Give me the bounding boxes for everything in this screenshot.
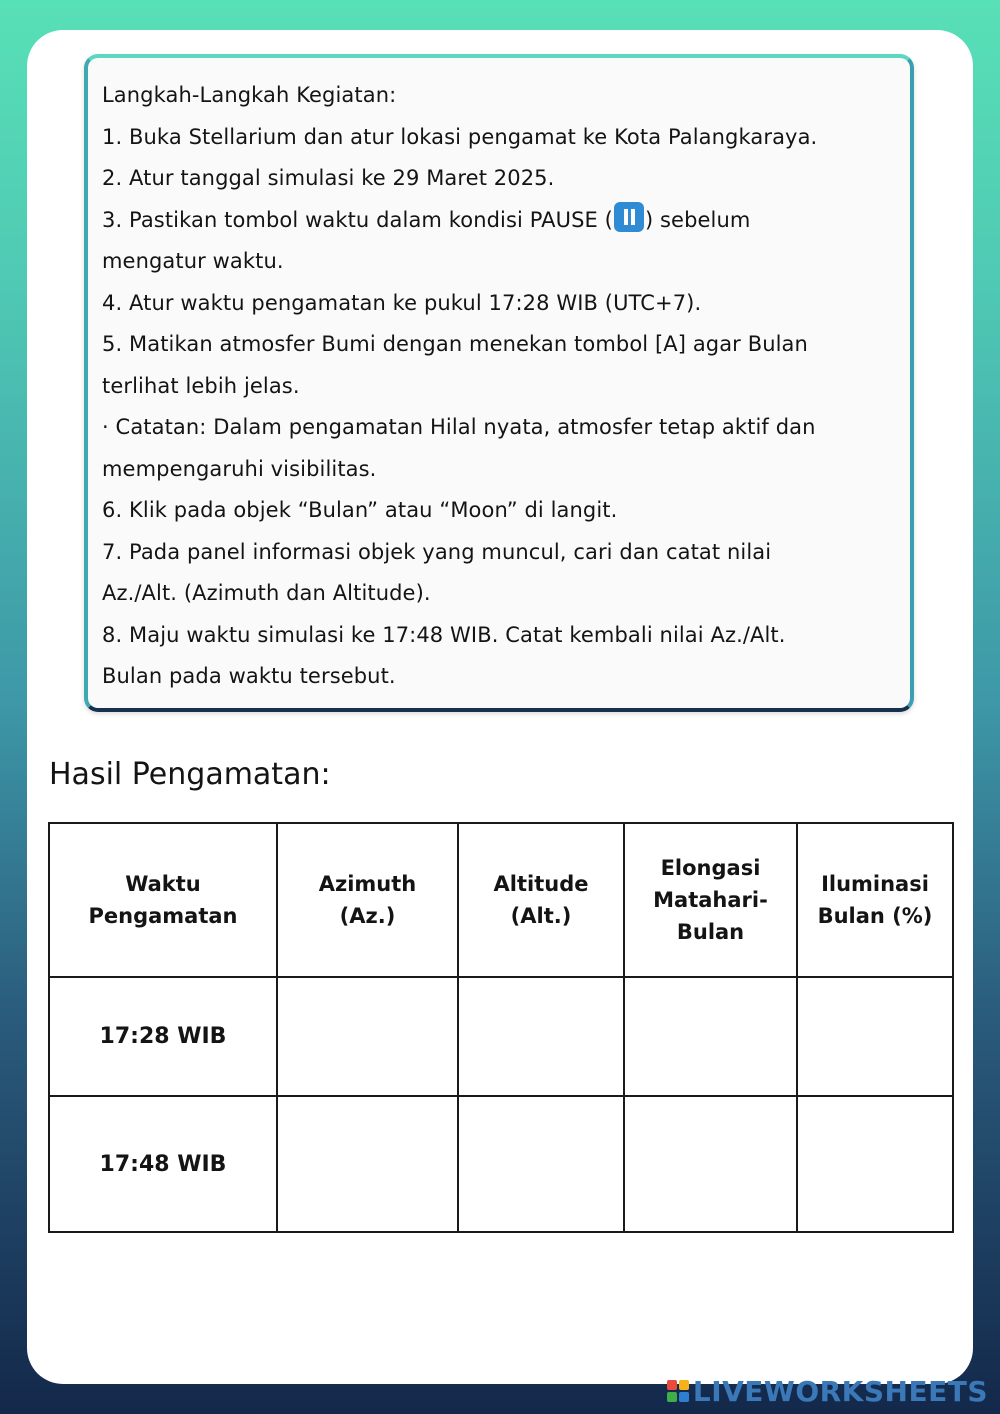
results-title: Hasil Pengamatan:	[49, 757, 331, 792]
table-row	[49, 1096, 953, 1232]
pause-icon	[614, 202, 644, 232]
step-7-continued: Az./Alt. (Azimuth dan Altitude).	[102, 581, 431, 605]
header-time-line2: Pengamatan	[88, 904, 238, 928]
worksheet-page	[27, 30, 973, 1384]
header-time-line1: Waktu	[125, 872, 201, 896]
liveworksheets-logo-icon	[667, 1380, 689, 1402]
step-3	[102, 200, 902, 242]
liveworksheets-watermark	[667, 1374, 988, 1408]
step-4: 4. Atur waktu pengamatan ke pukul 17:28 WIB (UTC+7).	[102, 290, 702, 315]
note: · Catatan: Dalam pengamatan Hilal nyata, atmosfer tetap aktif dan	[102, 415, 816, 439]
azimuth-cell[interactable]	[277, 977, 458, 1096]
row-time: 17:48 WIB	[49, 1096, 277, 1232]
header-altitude	[458, 823, 624, 977]
activity-steps-box	[84, 54, 914, 712]
header-azimuth-line2: (Az.)	[339, 904, 396, 928]
header-altitude-line2: (Alt.)	[510, 904, 572, 928]
header-illumination	[797, 823, 953, 977]
header-illumination-line1: Iluminasi	[821, 872, 929, 896]
altitude-cell[interactable]	[458, 1096, 624, 1232]
header-time	[49, 823, 277, 977]
altitude-cell[interactable]	[458, 977, 624, 1096]
elongation-cell[interactable]	[624, 1096, 797, 1232]
header-elongation-line2: Matahari-	[653, 888, 768, 912]
illumination-cell[interactable]	[797, 1096, 953, 1232]
watermark-text: LIVEWORKSHEETS	[692, 1374, 988, 1408]
note-continued: mempengaruhi visibilitas.	[102, 456, 377, 481]
step-3-text-a: 3. Pastikan tombol waktu dalam kondisi PAUSE (	[102, 207, 613, 232]
step-2: 2. Atur tanggal simulasi ke 29 Maret 2025.	[102, 166, 555, 190]
step-3-continued: mengatur waktu.	[102, 249, 284, 273]
azimuth-cell[interactable]	[277, 1096, 458, 1232]
elongation-cell[interactable]	[624, 977, 797, 1096]
step-5: 5. Matikan atmosfer Bumi dengan menekan tombol [A] agar Bulan	[102, 332, 808, 356]
row-time: 17:28 WIB	[49, 977, 277, 1096]
step-8: 8. Maju waktu simulasi ke 17:48 WIB. Catat kembali nilai Az./Alt.	[102, 622, 786, 647]
header-azimuth-line1: Azimuth	[318, 872, 417, 896]
step-6: 6. Klik pada objek “Bulan” atau “Moon” di langit.	[102, 498, 618, 522]
step-8-continued: Bulan pada waktu tersebut.	[102, 664, 396, 688]
results-table	[48, 822, 954, 1233]
illumination-cell[interactable]	[797, 977, 953, 1096]
header-elongation-line3: Bulan	[676, 920, 745, 944]
header-altitude-line1: Altitude	[493, 872, 589, 896]
header-illumination-line2: Bulan (%)	[817, 904, 933, 928]
step-1: 1. Buka Stellarium dan atur lokasi pengamat ke Kota Palangkaraya.	[102, 124, 818, 149]
step-3-text-b: ) sebelum	[644, 207, 751, 232]
header-elongation-line1: Elongasi	[660, 856, 761, 880]
table-row	[49, 977, 953, 1096]
step-7: 7. Pada panel informasi objek yang muncul, cari dan catat nilai	[102, 539, 772, 564]
steps-heading: Langkah-Langkah Kegiatan:	[102, 83, 397, 107]
header-elongation	[624, 823, 797, 977]
table-header-row	[49, 823, 953, 977]
header-azimuth	[277, 823, 458, 977]
step-5-continued: terlihat lebih jelas.	[102, 373, 300, 398]
